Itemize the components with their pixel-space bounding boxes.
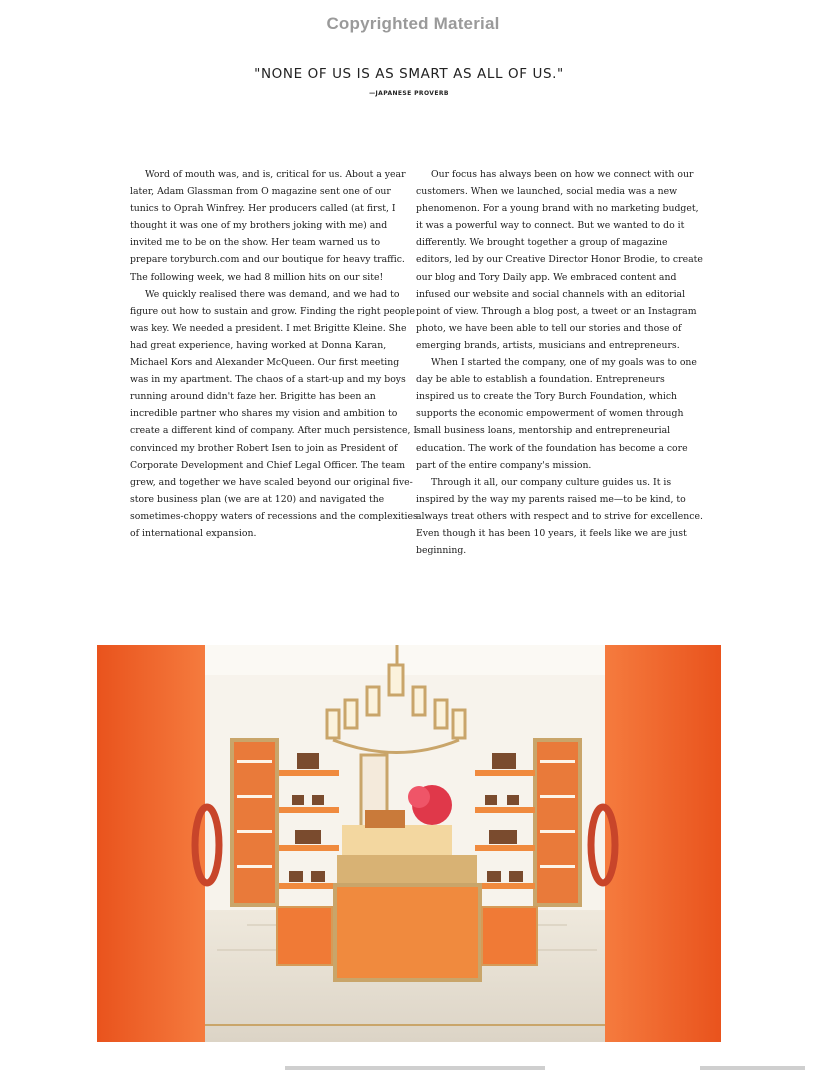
right-orange-wall xyxy=(605,645,721,1042)
paragraph: Word of mouth was, and is, critical for us. About a year later, Adam Glassman from O magazine sent one of our tunics to Oprah Winfrey. Her producers called (at first, I thought it was one of my brothers joking with me) and invited me to be on the show. Her team warned us to prepare toryburch.com and our boutique for heavy traffic. The following week, we had 8 million hits on our site! xyxy=(130,169,406,283)
epigraph-attribution: —JAPANESE PROVERB xyxy=(369,90,449,97)
left-text-column xyxy=(130,166,420,542)
store-interior-photo xyxy=(97,645,721,1042)
paragraph: We quickly realised there was demand, and we had to figure out how to sustain and grow. Finding the right people was key. We needed a president. I met Brigitte Kleine. She had great experience, having worked at Donna Karan, Michael Kors and Alexander McQueen. Our first meeting was in my apartment. The chaos of a start-up and my boys running around didn't faze her. Brigitte has been an incredible partner who shares my vision and ambition to create a different kind of company. After much persistence, I convinced my brother Robert Isen to join as President of Corporate Development and Chief Legal Officer. The team grew, and together we have scaled beyond our original five-store business plan (we are at 120) and navigated the sometimes-choppy waters of recessions and the complexities of international expansion. xyxy=(130,288,418,539)
store-interior-illustration xyxy=(97,645,721,1042)
epigraph-quote: "NONE OF US IS AS SMART AS ALL OF US." xyxy=(254,66,564,82)
paragraph: Through it all, our company culture guides us. It is inspired by the way my parents raised me—to be kind, to always treat others with respect and to strive for excellence. Even though it has been 10 years, it feels like we are just beginning. xyxy=(416,476,703,557)
paragraph: When I started the company, one of my goals was to one day be able to establish a foundation. Entrepreneurs inspired us to create the Tory Burch Foundation, which supports the economic empowerment of women through small business loans, mentorship and entrepreneurial education. The work of the foundation has become a core part of the entire company's mission. xyxy=(416,357,697,471)
paragraph: Our focus has always been on how we connect with our customers. When we launched, social media was a new phenomenon. For a young brand with no marketing budget, it was a powerful way to connect. But we wanted to do it differently. We brought together a group of magazine editors, led by our Creative Director Honor Brodie, to create our blog and Tory Daily app. We embraced content and infused our website and social channels with an editorial point of view. Through a blog post, a tweet or an Instagram photo, we have been able to tell our stories and those of emerging brands, artists, musicians and entrepreneurs. xyxy=(416,169,703,351)
left-orange-wall xyxy=(97,645,205,1042)
copyright-watermark: Copyrighted Material xyxy=(326,14,500,33)
footer-line-right xyxy=(700,1066,805,1070)
footer-line-center xyxy=(285,1066,545,1070)
right-text-column xyxy=(416,166,706,559)
